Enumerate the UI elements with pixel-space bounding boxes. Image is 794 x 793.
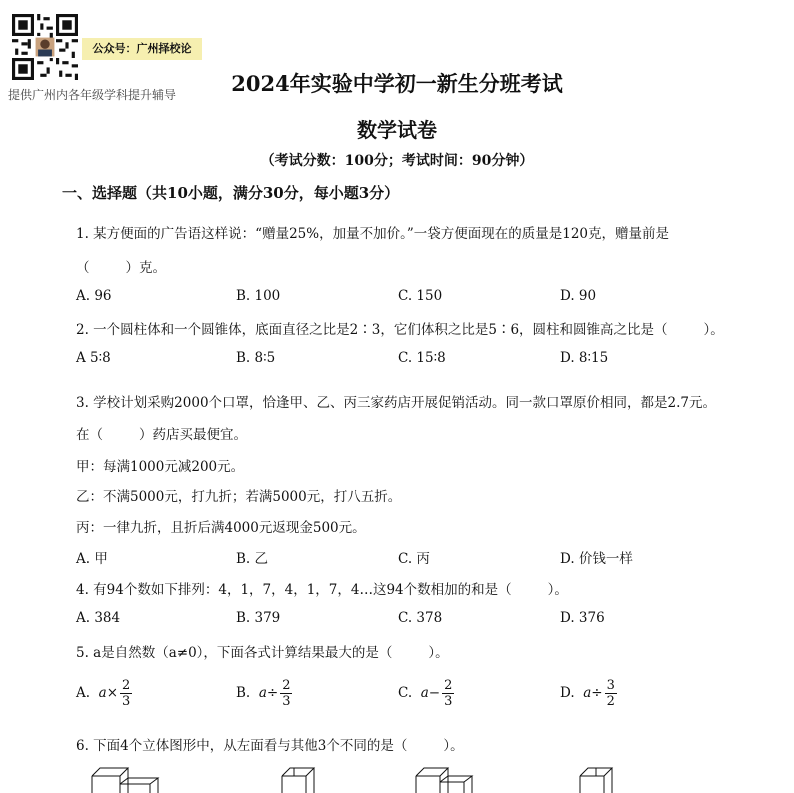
- wechat-account-badge: 公众号：广州择校论: [82, 38, 202, 60]
- question-3-store-b: 乙：不满5000元，打九折；若满5000元，打八五折。: [76, 489, 402, 505]
- paper-title: 数学试卷: [357, 118, 437, 142]
- question-3-text-cont: 在（ ）药店买最便宜。: [76, 427, 247, 443]
- section-title: 一、选择题（共10小题，满分30分，每小题3分）: [62, 184, 400, 202]
- question-3-option-b: B. 乙: [236, 551, 269, 567]
- question-4-option-a: A. 384: [76, 610, 121, 626]
- fraction: $\frac{2}{3}$: [444, 678, 453, 709]
- question-1-option-d: D. 90: [560, 288, 597, 304]
- question-2-option-d: D. 8∶15: [560, 350, 609, 366]
- exam-title: 2024年实验中学初一新生分班考试: [231, 71, 563, 96]
- question-3-option-c: C. 丙: [398, 551, 430, 567]
- question-4-option-d: D. 376: [560, 610, 605, 626]
- tagline: 提供广州内各年级学科提升辅导: [8, 88, 177, 102]
- question-5-text: 5. a是自然数（a≠0），下面各式计算结果最大的是（ ）。: [76, 645, 449, 661]
- question-3-store-c: 丙：一律九折，且折后满4000元返现金500元。: [76, 520, 366, 536]
- question-5-option-a: A. a× $\frac{2}{3}$: [76, 678, 131, 709]
- question-3-option-a: A. 甲: [76, 551, 108, 567]
- question-1-option-b: B. 100: [236, 288, 281, 304]
- question-1-text: 1. 某方便面的广告语这样说：“赠量25%，加量不加价。”一袋方便面现在的质量是120克，赠量前是: [76, 226, 669, 242]
- fraction: $\frac{3}{2}$: [606, 678, 615, 709]
- question-2-option-c: C. 15∶8: [398, 350, 446, 366]
- question-4-text: 4. 有94个数如下排列：4，1，7，4，1，7，4…这94个数相加的和是（ ）。: [76, 582, 568, 598]
- question-1-option-c: C. 150: [398, 288, 443, 304]
- cube-figure-b: [282, 768, 314, 793]
- cube-figures: [60, 762, 760, 793]
- question-5-option-d: D. a÷ $\frac{3}{2}$: [560, 678, 615, 709]
- fraction: $\frac{2}{3}$: [282, 678, 291, 709]
- cube-figure-c: [416, 768, 472, 793]
- question-3-text: 3. 学校计划采购2000个口罩，恰逢甲、乙、丙三家药店开展促销活动。同一款口罩原价相同，都是2.7元。: [76, 395, 716, 411]
- question-3-option-d: D. 价钱一样: [560, 551, 633, 567]
- cube-figure-d: [580, 768, 612, 793]
- question-2-option-a: A 5∶8: [76, 350, 111, 366]
- question-2-text: 2. 一个圆柱体和一个圆锥体，底面直径之比是2∶3，它们体积之比是5∶6，圆柱和圆锥高之比是（ ）。: [76, 322, 724, 338]
- question-1-text-cont: （ ）克。: [76, 260, 166, 276]
- exam-info: （考试分数：100分；考试时间：90分钟）: [260, 153, 534, 169]
- question-2-option-b: B. 8∶5: [236, 350, 276, 366]
- question-6-text: 6. 下面4个立体图形中，从左面看与其他3个不同的是（ ）。: [76, 738, 464, 754]
- fraction: $\frac{2}{3}$: [122, 678, 131, 709]
- question-5-option-c: C. a− $\frac{2}{3}$: [398, 678, 453, 709]
- question-3-store-a: 甲：每满1000元减200元。: [76, 459, 245, 475]
- cube-figure-a: [92, 768, 158, 793]
- question-5-option-b: B. a÷ $\frac{2}{3}$: [236, 678, 291, 709]
- question-4-option-b: B. 379: [236, 610, 281, 626]
- question-1-option-a: A. 96: [76, 288, 112, 304]
- question-4-option-c: C. 378: [398, 610, 443, 626]
